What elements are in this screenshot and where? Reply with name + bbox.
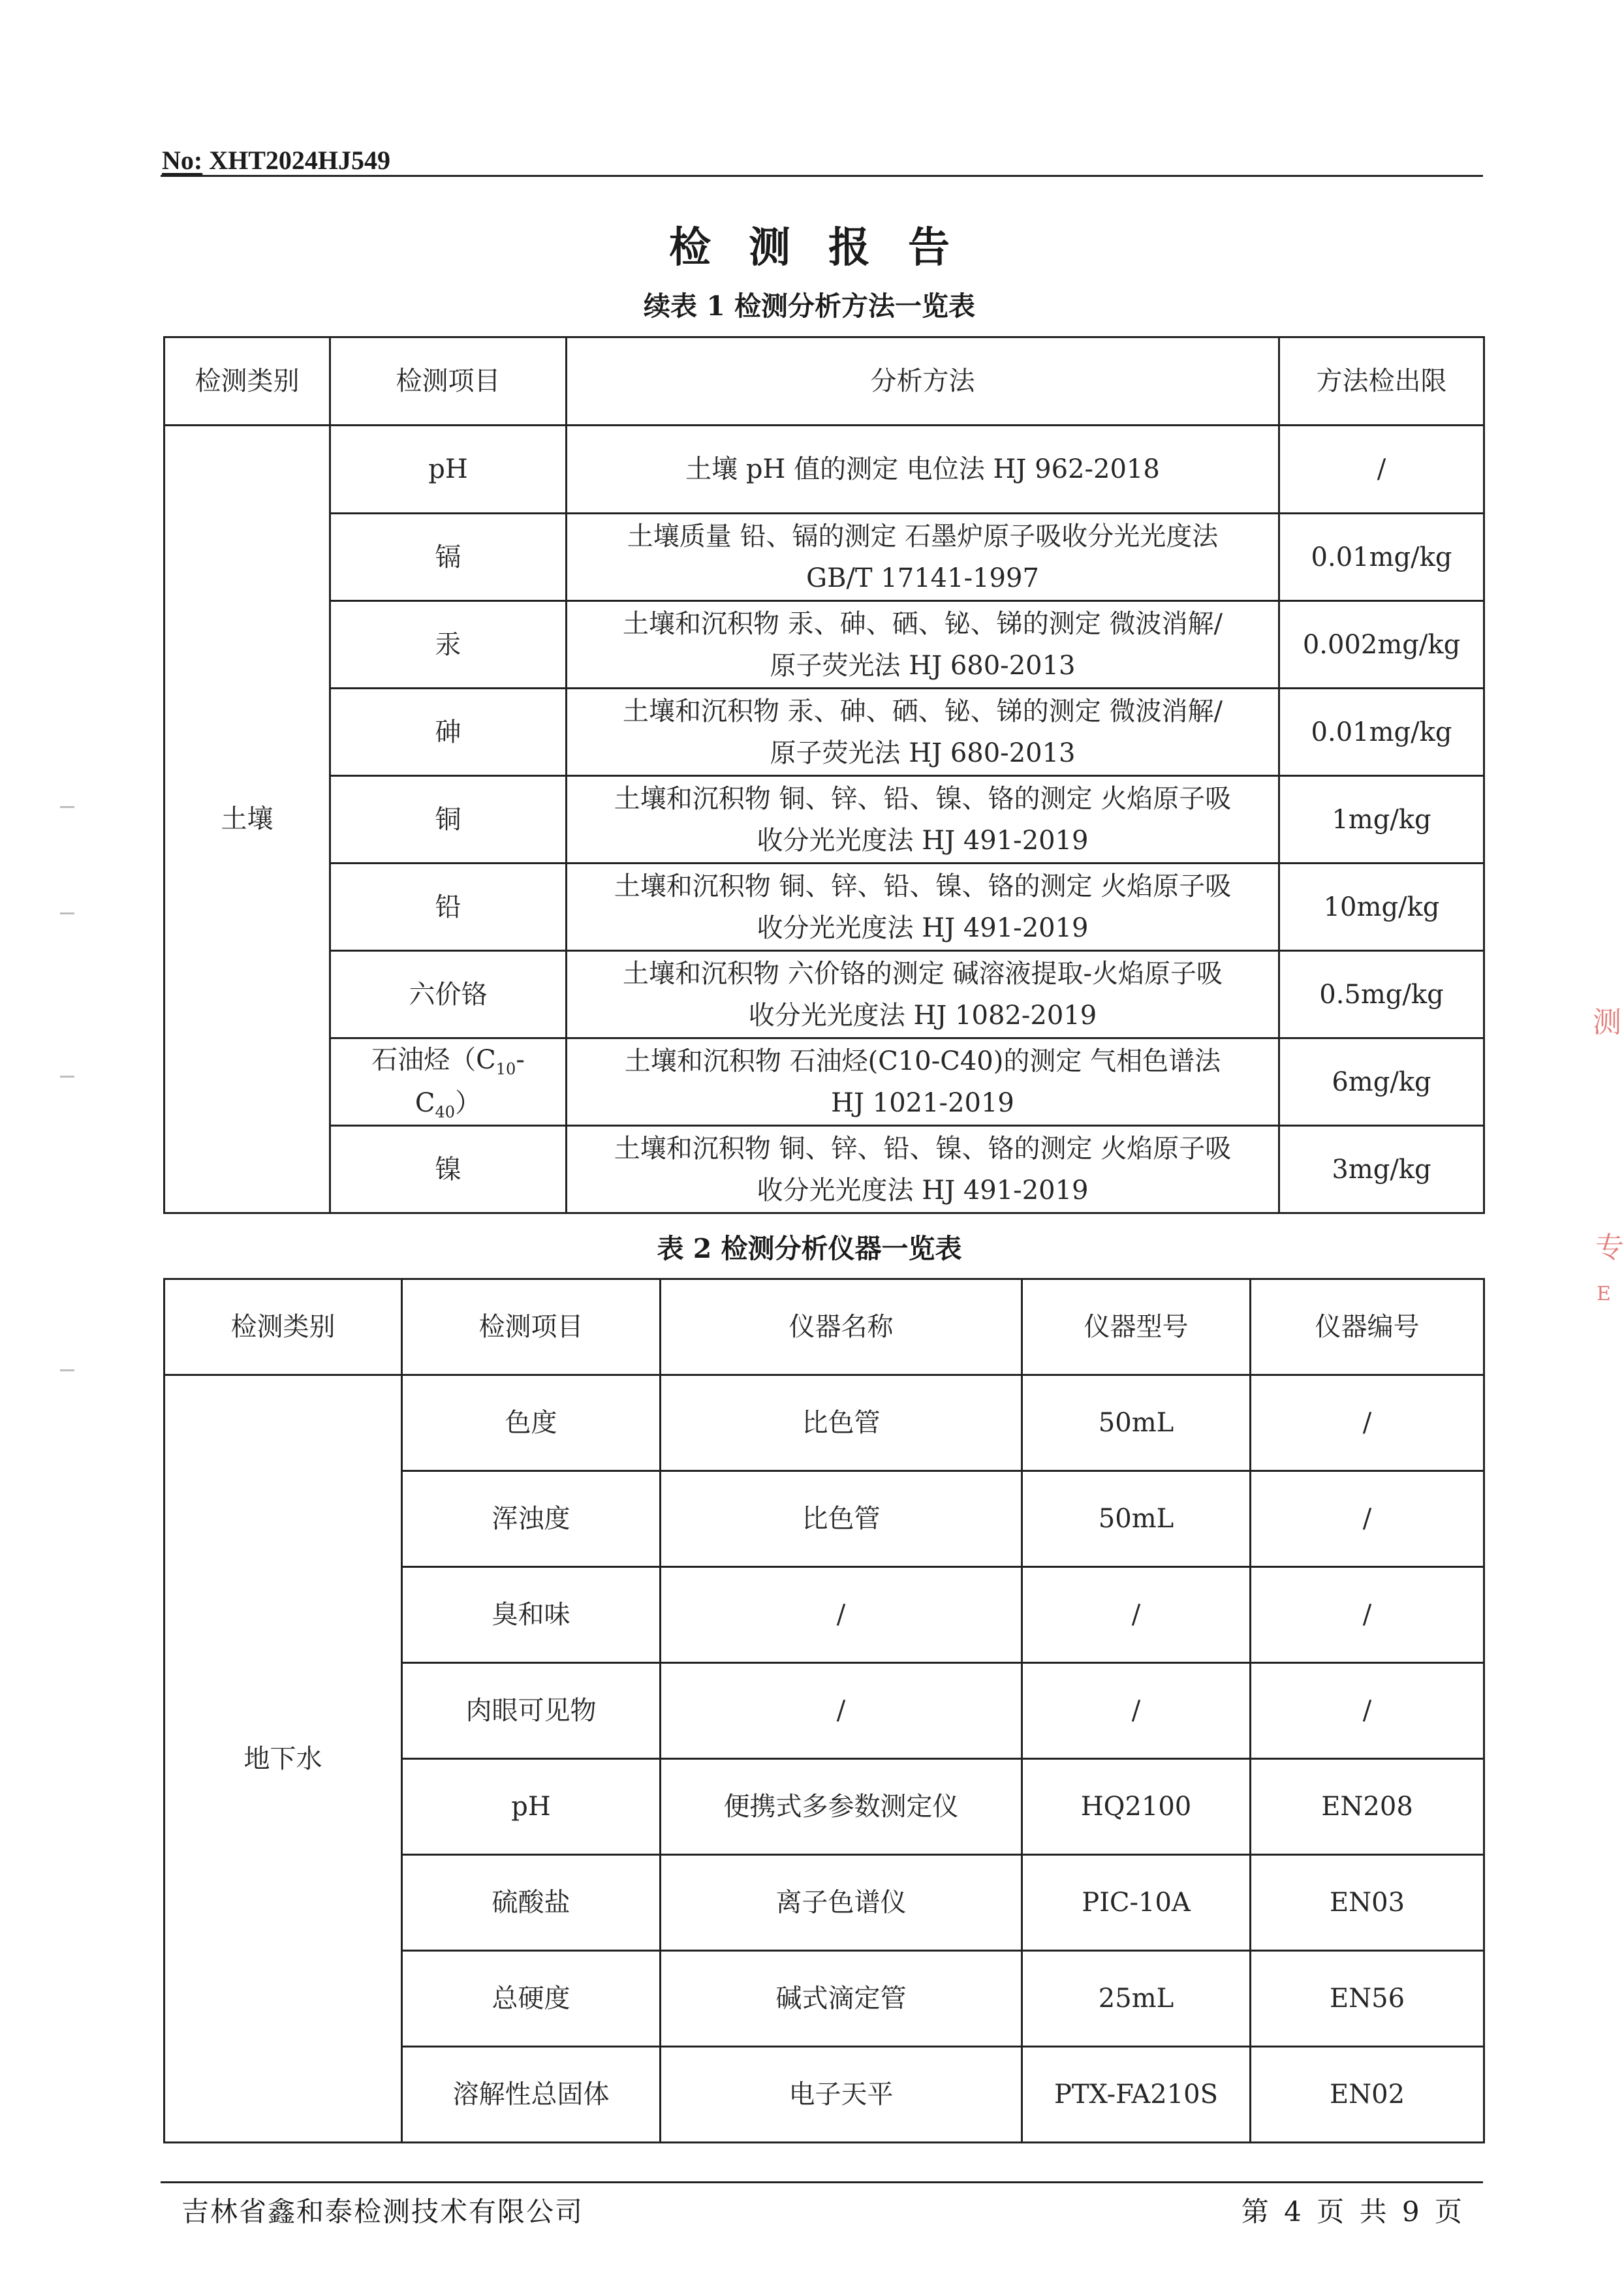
method-cell	[567, 864, 1279, 951]
method-cell	[567, 776, 1279, 864]
item-cell: 浑浊度	[402, 1471, 661, 1567]
instrument-name-cell: 比色管	[661, 1471, 1022, 1567]
table-header-row	[164, 337, 1484, 426]
item-cell: 色度	[402, 1375, 661, 1471]
instrument-model-cell: PIC-10A	[1022, 1855, 1251, 1951]
instrument-model-cell: 50mL	[1022, 1375, 1251, 1471]
table1-caption: 续表 1 检测分析方法一览表	[643, 290, 976, 322]
method-line: 土壤和沉积物 汞、砷、硒、铋、锑的测定 微波消解/	[623, 608, 1223, 639]
limit-cell: 0.5mg/kg	[1279, 951, 1484, 1038]
method-line: 土壤和沉积物 汞、砷、硒、铋、锑的测定 微波消解/	[623, 696, 1223, 726]
method-cell	[567, 426, 1279, 514]
table-row	[164, 1126, 1484, 1213]
limit-cell: 3mg/kg	[1279, 1126, 1484, 1213]
limit-cell: 1mg/kg	[1279, 776, 1484, 864]
item-text: 石油烃（C	[371, 1045, 496, 1076]
method-line: 土壤和沉积物 六价铬的测定 碱溶液提取-火焰原子吸	[623, 958, 1223, 989]
report-number-label: No:	[162, 146, 203, 175]
table-row	[164, 776, 1484, 864]
page-title: 检测报告	[669, 223, 988, 272]
method-line: 收分光光度法 HJ 1082-2019	[748, 1000, 1097, 1031]
category-cell: 土壤	[164, 426, 330, 1213]
instrument-code-cell: /	[1251, 1471, 1484, 1567]
item-subscript: 40	[435, 1102, 456, 1121]
table-row	[164, 601, 1484, 689]
item-cell: 溶解性总固体	[402, 2047, 661, 2143]
instrument-code-cell: EN03	[1251, 1855, 1484, 1951]
instrument-name-cell: 比色管	[661, 1375, 1022, 1471]
method-line: 收分光光度法 HJ 491-2019	[757, 912, 1089, 943]
table-row	[164, 951, 1484, 1038]
item-cell: 镍	[330, 1126, 567, 1213]
column-header: 仪器型号	[1022, 1279, 1251, 1375]
method-line: 收分光光度法 HJ 491-2019	[757, 1175, 1089, 1206]
scan-mark	[60, 1369, 74, 1371]
column-header: 仪器编号	[1251, 1279, 1484, 1375]
instrument-name-cell: 碱式滴定管	[661, 1951, 1022, 2047]
method-cell	[567, 951, 1279, 1038]
instrument-model-cell: PTX-FA210S	[1022, 2047, 1251, 2143]
report-number-value: XHT2024HJ549	[209, 146, 391, 175]
scan-mark	[60, 806, 74, 808]
scan-mark	[60, 1076, 74, 1078]
limit-cell: 0.002mg/kg	[1279, 601, 1484, 689]
item-cell: pH	[330, 426, 567, 514]
method-line: 收分光光度法 HJ 491-2019	[757, 825, 1089, 856]
instrument-name-cell: /	[661, 1567, 1022, 1663]
limit-cell: 10mg/kg	[1279, 864, 1484, 951]
limit-cell: 0.01mg/kg	[1279, 689, 1484, 776]
item-cell: 硫酸盐	[402, 1855, 661, 1951]
item-cell: 臭和味	[402, 1567, 661, 1663]
limit-cell: 6mg/kg	[1279, 1038, 1484, 1126]
method-line: 土壤 pH 值的测定 电位法 HJ 962-2018	[685, 454, 1160, 484]
seal-fragment: 专	[1595, 1231, 1624, 1264]
table2-caption: 表 2 检测分析仪器一览表	[657, 1233, 962, 1264]
method-cell	[567, 1038, 1279, 1126]
item-cell: 肉眼可见物	[402, 1663, 661, 1759]
seal-fragment: E	[1597, 1283, 1611, 1305]
table-row	[164, 514, 1484, 601]
page-number: 第 4 页 共 9 页	[1241, 2196, 1462, 2228]
limit-cell: /	[1279, 426, 1484, 514]
scan-mark	[60, 912, 74, 914]
method-line: 原子荧光法 HJ 680-2013	[770, 738, 1076, 768]
method-line: 原子荧光法 HJ 680-2013	[770, 650, 1076, 681]
method-line: 土壤和沉积物 铜、锌、铅、镍、铬的测定 火焰原子吸	[614, 1133, 1232, 1164]
column-header: 方法检出限	[1279, 337, 1484, 426]
method-cell	[567, 601, 1279, 689]
instrument-code-cell: EN56	[1251, 1951, 1484, 2047]
item-cell: 镉	[330, 514, 567, 601]
table-header-row	[164, 1279, 1484, 1375]
method-cell	[567, 689, 1279, 776]
instrument-code-cell: /	[1251, 1375, 1484, 1471]
report-number	[162, 145, 390, 176]
column-header: 检测项目	[330, 337, 567, 426]
instrument-model-cell: 50mL	[1022, 1471, 1251, 1567]
table-row	[164, 689, 1484, 776]
instrument-name-cell: 便携式多参数测定仪	[661, 1759, 1022, 1855]
column-header: 检测项目	[402, 1279, 661, 1375]
item-subscript: 10	[495, 1060, 516, 1079]
instrument-name-cell: 离子色谱仪	[661, 1855, 1022, 1951]
table-row	[164, 1038, 1484, 1126]
seal-fragment: 测	[1593, 1006, 1621, 1039]
item-text: ）	[455, 1087, 482, 1118]
column-header: 仪器名称	[661, 1279, 1022, 1375]
item-cell	[330, 1038, 567, 1126]
method-line: 土壤质量 铅、镉的测定 石墨炉原子吸收分光光度法	[627, 521, 1219, 552]
item-cell: 铜	[330, 776, 567, 864]
table-row	[164, 426, 1484, 514]
method-table	[163, 336, 1485, 1214]
column-header: 检测类别	[164, 1279, 402, 1375]
item-cell: 砷	[330, 689, 567, 776]
instrument-code-cell: /	[1251, 1663, 1484, 1759]
column-header: 分析方法	[567, 337, 1279, 426]
item-cell: 铅	[330, 864, 567, 951]
instrument-name-cell: /	[661, 1663, 1022, 1759]
item-cell: 六价铬	[330, 951, 567, 1038]
item-cell: 汞	[330, 601, 567, 689]
instrument-code-cell: EN02	[1251, 2047, 1484, 2143]
column-header: 检测类别	[164, 337, 330, 426]
item-text: -C	[414, 1045, 525, 1118]
category-cell: 地下水	[164, 1375, 402, 2143]
instrument-code-cell: /	[1251, 1567, 1484, 1663]
item-cell: pH	[402, 1759, 661, 1855]
instrument-table	[163, 1278, 1485, 2143]
header-divider	[161, 175, 1483, 177]
instrument-model-cell: 25mL	[1022, 1951, 1251, 2047]
limit-cell: 0.01mg/kg	[1279, 514, 1484, 601]
instrument-model-cell: /	[1022, 1567, 1251, 1663]
instrument-name-cell: 电子天平	[661, 2047, 1022, 2143]
instrument-model-cell: /	[1022, 1663, 1251, 1759]
table-row	[164, 864, 1484, 951]
method-line: 土壤和沉积物 石油烃(C10-C40)的测定 气相色谱法	[624, 1046, 1221, 1076]
method-cell	[567, 514, 1279, 601]
method-line: HJ 1021-2019	[831, 1087, 1014, 1118]
method-line: 土壤和沉积物 铜、锌、铅、镍、铬的测定 火焰原子吸	[614, 871, 1232, 901]
method-line: GB/T 17141-1997	[806, 563, 1039, 593]
method-cell	[567, 1126, 1279, 1213]
item-cell: 总硬度	[402, 1951, 661, 2047]
footer-divider	[161, 2181, 1483, 2183]
instrument-model-cell: HQ2100	[1022, 1759, 1251, 1855]
company-name: 吉林省鑫和泰检测技术有限公司	[181, 2196, 584, 2228]
instrument-code-cell: EN208	[1251, 1759, 1484, 1855]
method-line: 土壤和沉积物 铜、锌、铅、镍、铬的测定 火焰原子吸	[614, 783, 1232, 814]
table-row	[164, 1375, 1484, 1471]
